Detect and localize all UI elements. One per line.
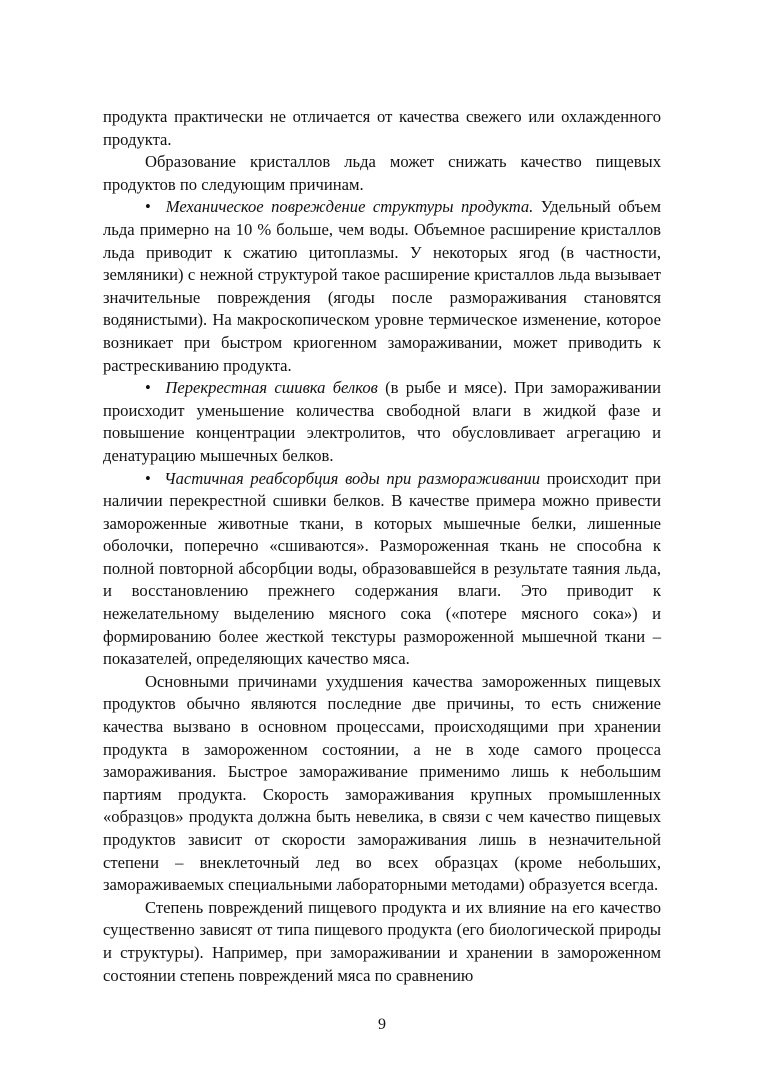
bullet-water-reabsorption (103, 468, 661, 671)
bullet-mechanical-damage (103, 196, 661, 377)
bullet-term: Механическое повреждение структуры продукта. (165, 197, 534, 217)
page-body (103, 106, 661, 987)
bullet-term: Частичная реабсорбция воды при размораживании (164, 468, 541, 488)
bullet-protein-crosslinking (103, 377, 661, 467)
bullet-dot-icon: • (145, 468, 151, 488)
bullet-term: Перекрестная сшивка белков (165, 378, 378, 398)
bullet-text: происходит при наличии перекрестной сшивки белков. В качестве примера можно привести замороженные животные ткани, в которых мышечные белки, лишенные оболочки, поперечно «сшиваются». Размороженная ткань не способна к полной повторной абсорбции воды, образовавшейся в результате таяния льда, и восстановлению прежнего содержания влаги. Это приводит к нежелательному выделению мясного сока («потере мясного сока») и формированию более жесткой текстуры размороженной мышечной ткани – показателей, определяющих качество мяса. (103, 468, 662, 669)
paragraph-ice-crystals-intro: Образование кристаллов льда может снижать качество пищевых продуктов по следующим причинам. (103, 152, 661, 194)
paragraph-continuation: продукта практически не отличается от качества свежего или охлажденного продукта. (103, 107, 661, 149)
bullet-dot-icon: • (145, 378, 151, 398)
bullet-text: Удельный объем льда примерно на 10 % больше, чем воды. Объемное расширение кристаллов льда приводит к сжатию цитоплазмы. У некоторых ягод (в частности, земляники) с нежной структурой такое расширение кристаллов льда вызывает значительные повреждения (ягоды после размораживания становятся водянистыми). На макроскопическом уровне термическое изменение, которое возникает при быстром криогенном замораживании, может приводить к растрескиванию продукта. (103, 197, 662, 375)
paragraph-damage-degree: Степень повреждений пищевого продукта и их влияние на его качество существенно зависят от типа пищевого продукта (его биологической природы и структуры). Например, при замораживании и хранении в замороженном состоянии степень повреждений мяса по сравнению (103, 897, 661, 985)
bullet-dot-icon: • (145, 197, 151, 217)
paragraph-main-causes: Основными причинами ухудшения качества замороженных пищевых продуктов обычно являются последние две причины, то есть снижение качества вызвано в основном процессами, происходящими при хранении продукта в замороженном состоянии, а не в ходе самого процесса замораживания. Быстрое замораживание применимо лишь к небольшим партиям продукта. Скорость замораживания крупных промышленных «образцов» продукта должна быть невелика, в связи с чем качество пищевых продуктов зависит от скорости замораживания лишь в незначительной степени – внеклеточный лед во всех образцах (кроме небольших, замораживаемых специальными лабораторными методами) образуется всегда. (103, 671, 661, 895)
page-number: 9 (378, 1016, 386, 1033)
bullet-text: (в рыбе и мясе). При замораживании происходит уменьшение количества свободной влаги в жидкой фазе и повышение концентрации электролитов, что обусловливает агрегацию и денатурацию мышечных белков. (103, 378, 661, 465)
